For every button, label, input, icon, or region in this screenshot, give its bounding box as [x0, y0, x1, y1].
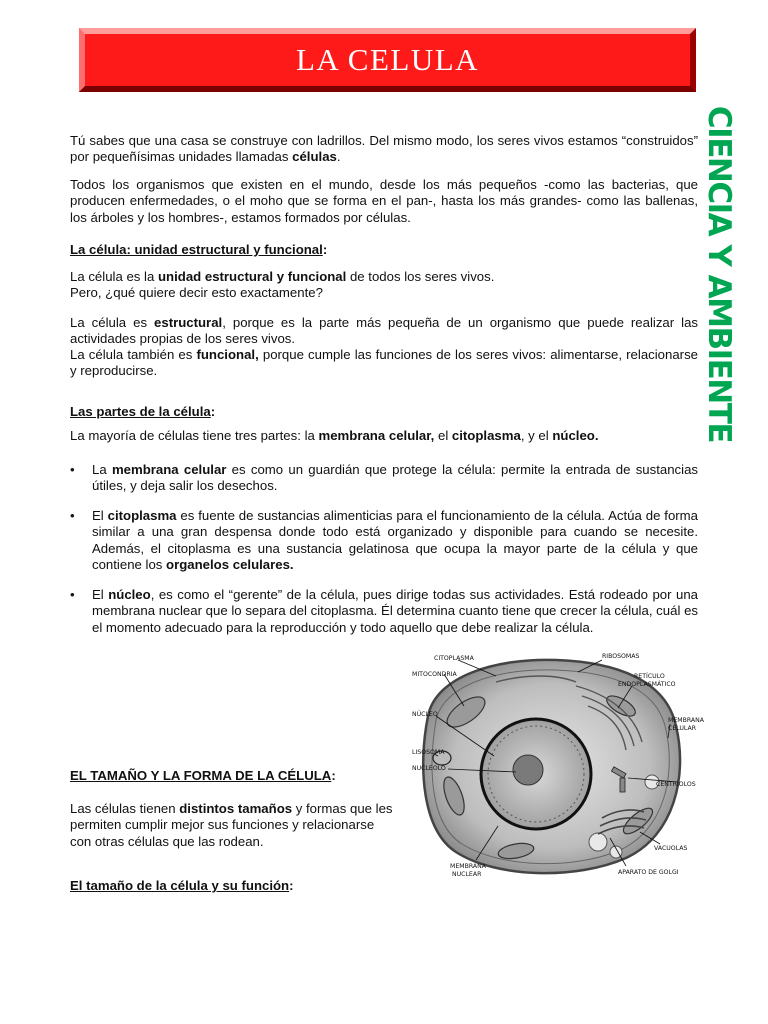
- intro-paragraph-2: Todos los organismos que existen en el mundo, desde los más pequeños -como las bacterias, que producen enfermedades, o el moho que se forma en el pan-, hasta los más grandes- como las ballenas, los árboles y los hombres-, estamos formados por células.: [70, 177, 698, 225]
- label-lisosoma: LISOSOMA: [412, 749, 445, 756]
- s1p2-text: La célula es: [70, 315, 155, 330]
- label-citoplasma: CITOPLASMA: [434, 655, 474, 662]
- s2-intro-c: el: [434, 428, 452, 443]
- cell-diagram: [406, 646, 704, 886]
- b2-a: El: [92, 508, 108, 523]
- b1-b: membrana celular: [111, 462, 227, 477]
- s1p1-bold: unidad estructural y funcional: [157, 269, 347, 284]
- section2-heading-colon: :: [210, 404, 216, 419]
- section1-heading-text: La célula: unidad estructural y funcional: [70, 242, 323, 257]
- section3-heading-colon: :: [331, 768, 336, 783]
- s1p1-end: de todos los seres vivos.: [346, 269, 495, 284]
- s1p3-bold: funcional,: [196, 347, 259, 362]
- bullet-dot: •: [70, 508, 75, 523]
- section1-paragraph-2: [70, 315, 698, 348]
- section3-subheading-text: El tamaño de la célula y su función: [70, 878, 290, 893]
- label-golgi: APARATO DE GOLGI: [618, 869, 679, 876]
- label-reticulo-2: ENDOPLASMÁTICO: [618, 681, 676, 688]
- label-membrana-celular-2: CELULAR: [668, 725, 697, 732]
- bullet-dot: •: [70, 587, 75, 602]
- b1-c: es como un guardián que protege la célula: permite la entrada de sustancias útiles, y deja salir los desechos.: [92, 462, 698, 494]
- s1p2-bold: estructural: [154, 315, 223, 330]
- label-ribosomas: RIBOSOMAS: [602, 653, 640, 660]
- section3-heading: [70, 768, 336, 784]
- label-reticulo-1: RETÍCULO: [634, 673, 665, 680]
- label-nucleolo: NUCLEOLO: [412, 765, 446, 772]
- section3-subheading-colon: :: [289, 878, 294, 893]
- s1p3-text: La célula también es: [70, 347, 197, 362]
- list-item-membrana: [70, 462, 698, 495]
- section2-intro: [70, 428, 698, 444]
- section2-heading-text: Las partes de la célula: [70, 404, 211, 419]
- s1p1-question: Pero, ¿qué quiere decir esto exactamente?: [70, 285, 323, 301]
- b2-d: organelos celulares.: [166, 556, 294, 572]
- intro-p1-bold: células: [292, 149, 337, 165]
- b2-c: es fuente de sustancias alimenticias para el funcionamiento de la célula. Actúa de forma similar a una gran despensa donde todo está organizado y disponible para cuando se necesite. Además, el citoplasma es una sustancia gelatinosa que ocupa la mayor parte de la célula y que contiene los: [92, 508, 699, 572]
- nucleolus-shape: [513, 755, 543, 785]
- side-label-text: CIENCIA Y AMBIENTE: [701, 105, 738, 443]
- s1p2-end: , porque es la parte más pequeña de un organismo que puede realizar las actividades propias de los seres vivos.: [70, 315, 698, 347]
- label-nucleo: NÚCLEO: [412, 711, 438, 718]
- section3-subheading: [70, 878, 294, 894]
- label-membrana-nuclear-2: NUCLEAR: [452, 871, 482, 878]
- s3p1-b: distintos tamaños: [179, 801, 293, 816]
- bullet-dot: •: [70, 462, 75, 477]
- label-mitocondria: MITOCONDRIA: [412, 671, 457, 678]
- s2-intro-e: , y el: [520, 428, 553, 443]
- section2-heading: [70, 404, 215, 420]
- title-banner: [79, 28, 696, 92]
- intro-paragraph-1: [70, 133, 698, 166]
- s2-intro-d: citoplasma: [451, 428, 521, 443]
- label-membrana-celular-1: MEMBRANA: [668, 717, 704, 724]
- section3-paragraph: [70, 801, 398, 850]
- s2-intro-f: núcleo.: [552, 428, 599, 443]
- s2-intro-a: La mayoría de células tiene tres partes: la: [70, 428, 319, 443]
- b3-a: El: [92, 587, 109, 602]
- side-label: [700, 105, 738, 443]
- s1p1-text: La célula es la: [70, 269, 158, 284]
- s2-intro-b: membrana celular,: [318, 428, 435, 443]
- list-item-citoplasma: [70, 508, 698, 573]
- intro-p1-text: Tú sabes que una casa se construye con ladrillos. Del mismo modo, los seres vivos estamos “construidos” por pequeñísimas unidades llamadas: [70, 133, 698, 165]
- intro-p1-end: .: [336, 149, 341, 165]
- section1-paragraph-1: [70, 269, 698, 302]
- section3-heading-text: EL TAMAÑO Y LA FORMA DE LA CÉLULA: [70, 768, 332, 783]
- section1-paragraph-3: [70, 347, 698, 380]
- s3p1-a: Las células tienen: [70, 801, 180, 816]
- b1-a: La: [92, 462, 112, 477]
- label-membrana-nuclear-1: MEMBRANA: [450, 863, 486, 870]
- s1p3-end: porque cumple las funciones de los seres vivos: alimentarse, relacionarse y reproducirse.: [70, 347, 698, 379]
- label-vacuolas: VACUOLAS: [654, 845, 688, 852]
- page-title: LA CELULA: [295, 42, 480, 77]
- list-item-nucleo: [70, 587, 698, 636]
- b2-b: citoplasma: [107, 508, 177, 523]
- b3-b: núcleo: [108, 587, 151, 602]
- section1-heading-colon: :: [322, 242, 328, 257]
- label-centriolos: CENTRÍOLOS: [656, 781, 696, 788]
- b3-c: , es como el “gerente” de la célula, pues dirige todas sus actividades. Está rodeado por una membrana nuclear que lo separa del citoplasma. Él determina cuanto tiene que crecer la célula, cuál es el momento adecuado para la reproducción y todo aquello que debe realizar la célula.: [92, 587, 698, 635]
- s3p1-c: y formas que les permiten cumplir mejor sus funciones y relacionarse con otras células que las rodean.: [70, 801, 393, 849]
- section1-heading: [70, 242, 327, 258]
